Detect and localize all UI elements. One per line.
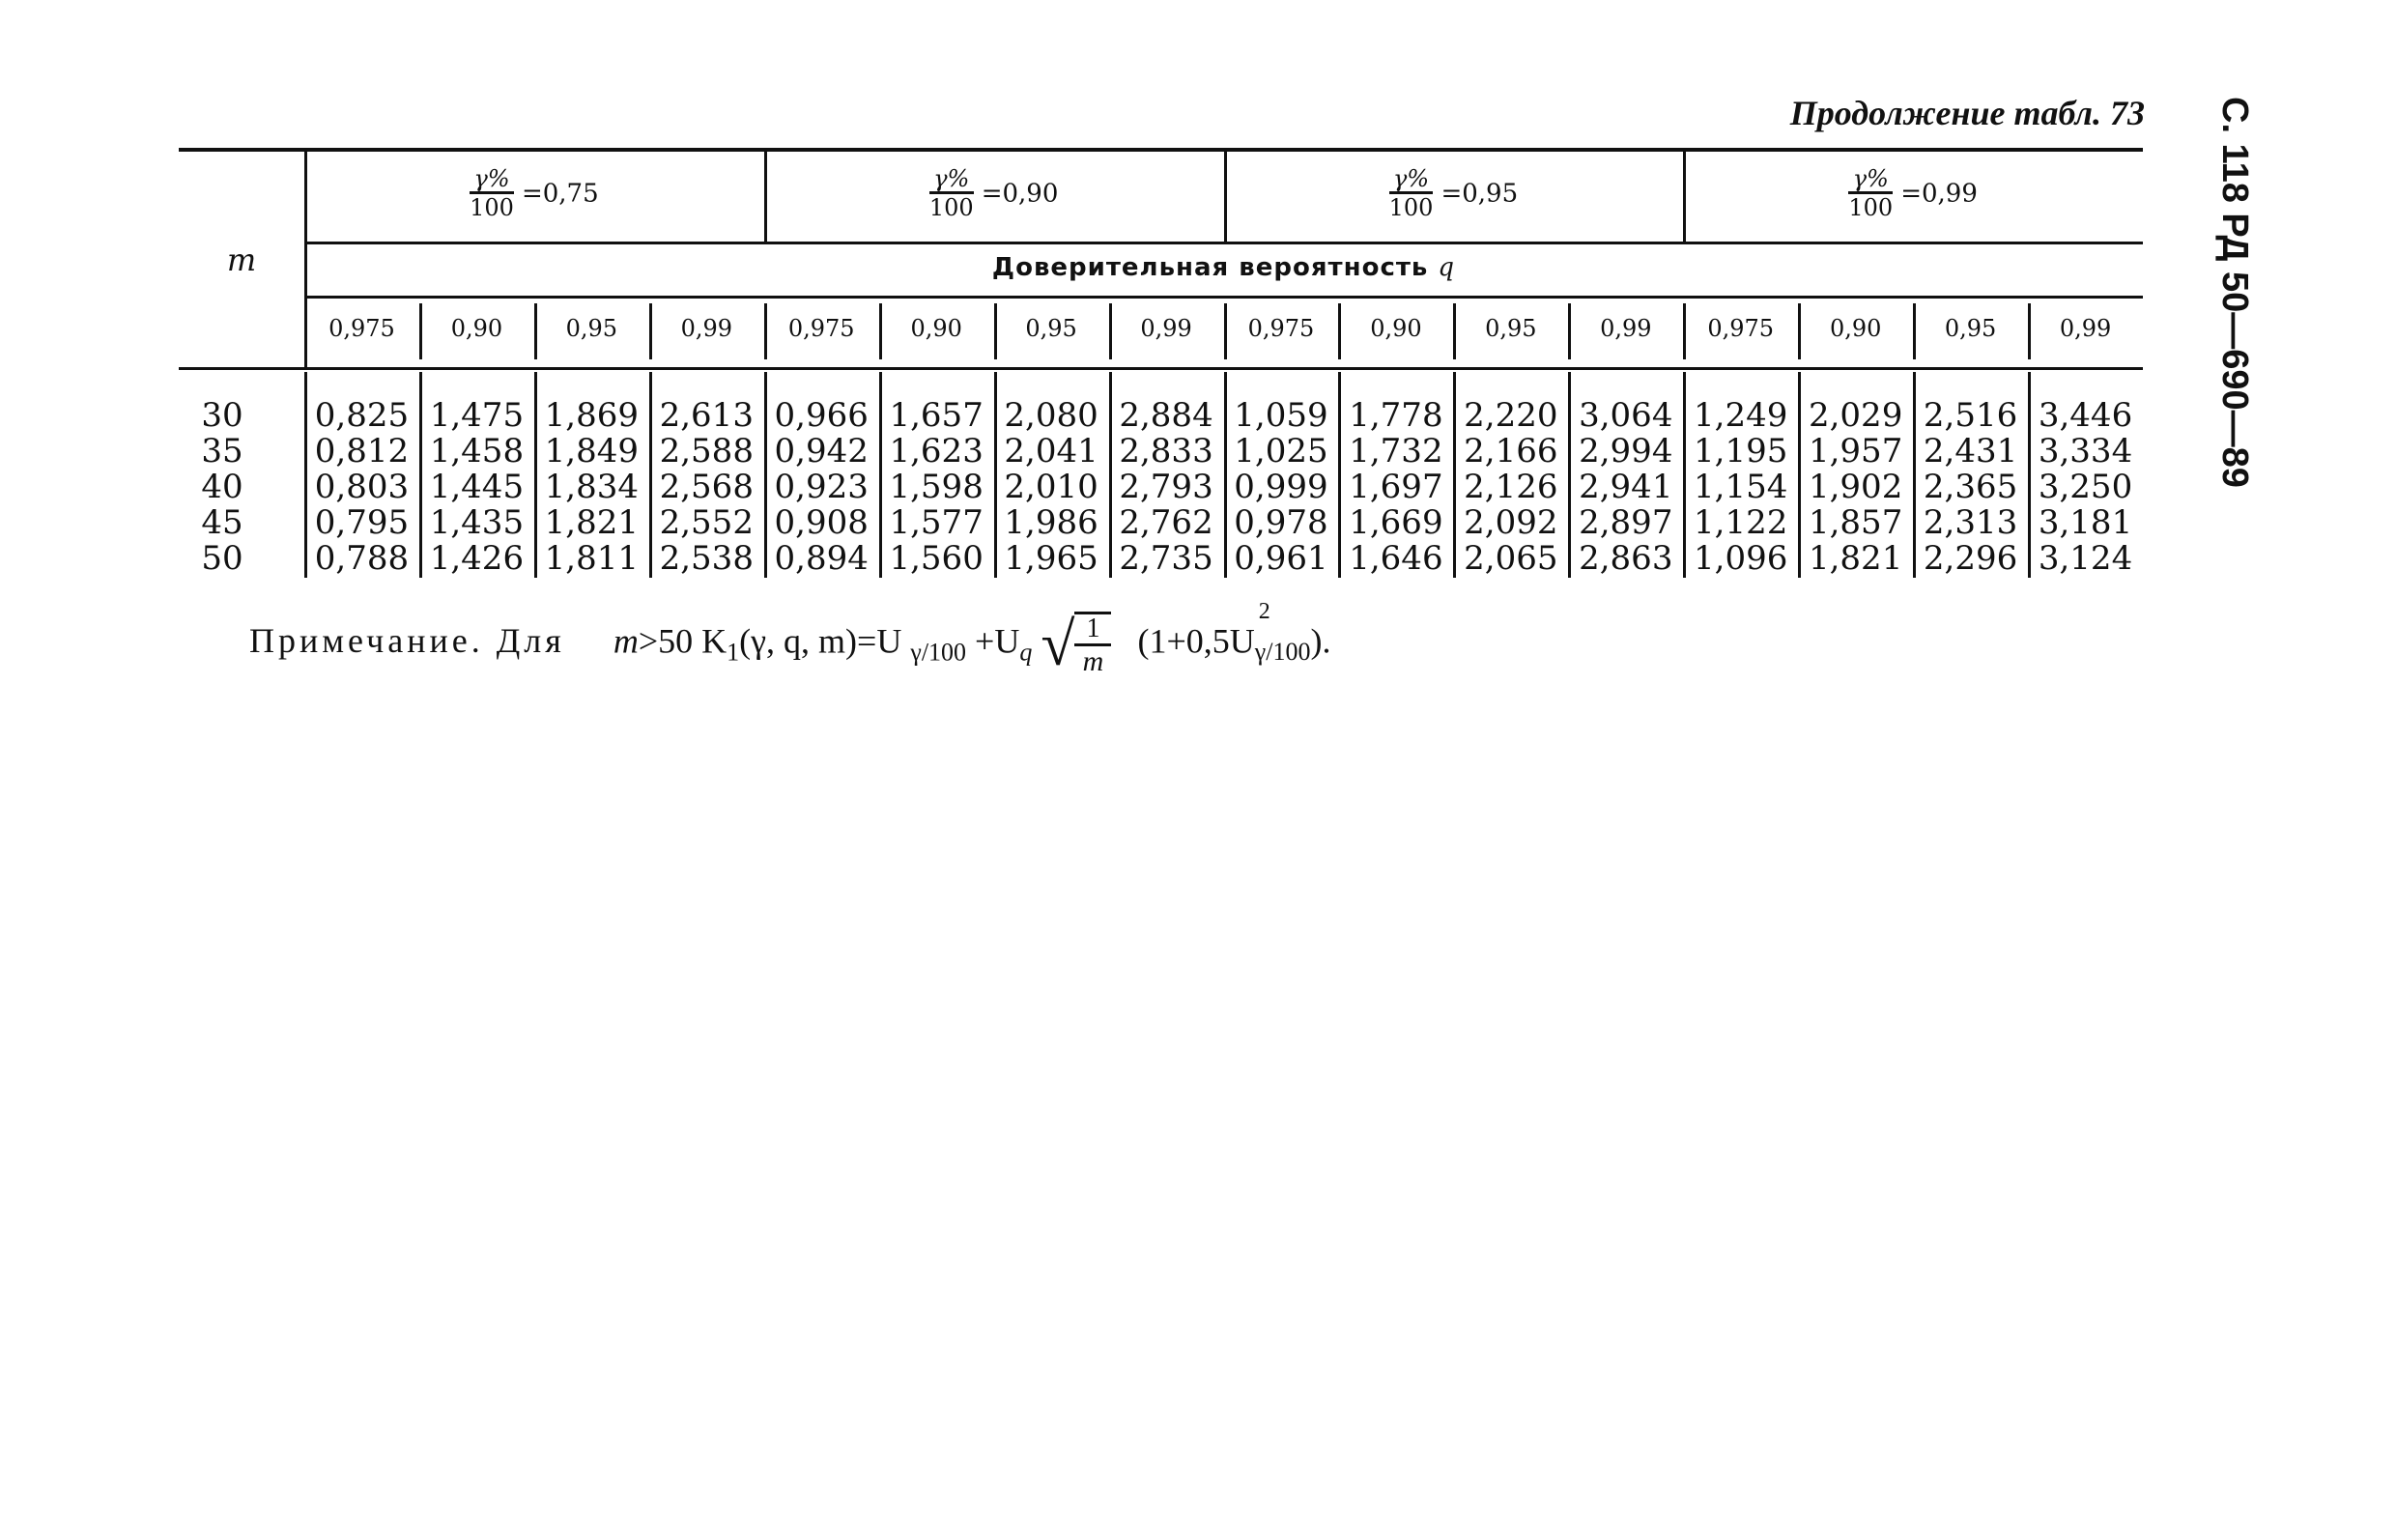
- table-cell: 2,080: [1004, 396, 1098, 435]
- q-column-header: 0,90: [1370, 315, 1422, 342]
- table-cell: 2,735: [1119, 539, 1213, 578]
- table-cell: 0,978: [1234, 503, 1328, 542]
- note-sup: 2: [1258, 599, 1270, 625]
- table-cell: 2,166: [1464, 432, 1558, 471]
- table-cell: 3,124: [2038, 539, 2133, 578]
- table-cell: 0,894: [774, 539, 869, 578]
- table-note: [249, 599, 1331, 680]
- q-header: [304, 253, 2143, 282]
- table-cell: 1,458: [429, 432, 525, 471]
- m-column-header: m: [226, 242, 257, 278]
- table-cell: 2,588: [659, 432, 754, 471]
- page-number-label: С. 118 РД 50—690—89: [2214, 97, 2255, 488]
- table-cell: 3,181: [2038, 503, 2133, 542]
- table-cell: 0,942: [774, 432, 869, 471]
- table-cell: 2,365: [1923, 468, 2018, 506]
- table-cell: 0,999: [1234, 468, 1328, 506]
- note-k: K: [701, 621, 727, 661]
- q-column-header: 0,95: [1485, 315, 1537, 342]
- table-cell: 0,825: [314, 396, 410, 435]
- table-cell: 1,986: [1004, 503, 1098, 542]
- row-m-value: 35: [201, 432, 243, 471]
- gamma-fraction: [929, 166, 974, 221]
- note-lead: Примечание. Для: [249, 621, 565, 661]
- table-cell: 2,065: [1464, 539, 1558, 578]
- q-symbol: q: [1438, 253, 1456, 282]
- table-cell: 2,994: [1579, 432, 1673, 471]
- table-cell: 2,296: [1923, 539, 2018, 578]
- gamma-value: =0,90: [981, 179, 1059, 209]
- table-cell: 1,821: [544, 503, 640, 542]
- table-cell: 2,613: [659, 396, 754, 435]
- table-cell: 1,249: [1694, 396, 1788, 435]
- table-cell: 1,811: [544, 539, 640, 578]
- table-cell: 1,869: [544, 396, 640, 435]
- table-cell: 1,435: [429, 503, 525, 542]
- table-cell: 1,195: [1694, 432, 1788, 471]
- q-column-header: 0,95: [1025, 315, 1077, 342]
- table-cell: 3,334: [2038, 432, 2133, 471]
- note-k-args: (γ, q, m): [739, 621, 858, 661]
- q-header-rule: [304, 296, 2143, 299]
- table-cell: 1,598: [889, 468, 984, 506]
- q-column-header: 0,99: [2059, 315, 2112, 342]
- q-column-header: 0,975: [787, 315, 855, 342]
- gamma-denominator: 100: [928, 194, 974, 221]
- gamma-group-header: [764, 166, 1224, 221]
- gamma-numerator: γ%: [1389, 166, 1434, 194]
- note-plus-u: +U: [975, 621, 1020, 661]
- table-cell: 0,795: [314, 503, 410, 542]
- table-cell: 2,220: [1464, 396, 1558, 435]
- table-cell: 0,923: [774, 468, 869, 506]
- note-paren-close: ).: [1310, 621, 1331, 661]
- table-cell: 2,941: [1579, 468, 1673, 506]
- table-cell: 1,646: [1349, 539, 1443, 578]
- gamma-value: =0,75: [521, 179, 599, 209]
- q-column-header: 0,90: [910, 315, 962, 342]
- table-cell: 2,552: [659, 503, 754, 542]
- note-u-sub-3: γ/100: [1254, 638, 1311, 667]
- note-frac-den: m: [1082, 645, 1104, 677]
- table-cell: 2,762: [1119, 503, 1213, 542]
- note-frac-num: 1: [1074, 614, 1111, 646]
- gamma-value: =0,95: [1440, 179, 1519, 209]
- table-cell: 3,064: [1579, 396, 1673, 435]
- note-k-sub: 1: [727, 638, 740, 667]
- table-cell: 1,778: [1349, 396, 1443, 435]
- table-cell: 2,313: [1923, 503, 2018, 542]
- table-top-rule: [179, 148, 2143, 152]
- q-header-text: Доверительная вероятность: [991, 253, 1439, 282]
- table-cell: 1,560: [889, 539, 984, 578]
- table-cell: 3,250: [2038, 468, 2133, 506]
- gamma-numerator: γ%: [470, 166, 514, 194]
- note-fraction: [1074, 612, 1111, 677]
- q-column-header: 0,99: [1600, 315, 1652, 342]
- table-cell: 1,857: [1808, 503, 1903, 542]
- table-cell: 1,122: [1694, 503, 1788, 542]
- q-column-header: 0,90: [1829, 315, 1882, 342]
- table-cell: 2,041: [1004, 432, 1098, 471]
- group-header-rule: [304, 242, 2143, 244]
- table-cell: 1,965: [1004, 539, 1098, 578]
- table-cell: 2,863: [1579, 539, 1673, 578]
- table-cell: 1,025: [1234, 432, 1328, 471]
- row-m-value: 50: [201, 539, 243, 578]
- table-cell: 2,538: [659, 539, 754, 578]
- gamma-numerator: γ%: [1848, 166, 1893, 194]
- table-cell: 0,803: [314, 468, 410, 506]
- table-cell: 1,096: [1694, 539, 1788, 578]
- table-cell: 2,010: [1004, 468, 1098, 506]
- table-cell: 1,657: [889, 396, 984, 435]
- table-cell: 2,516: [1923, 396, 2018, 435]
- table-cell: 2,884: [1119, 396, 1213, 435]
- q-column-header: 0,99: [1140, 315, 1192, 342]
- table-cell: 0,966: [774, 396, 869, 435]
- q-column-header: 0,975: [1247, 315, 1315, 342]
- table-cell: 2,126: [1464, 468, 1558, 506]
- table-cell: 1,957: [1808, 432, 1903, 471]
- table-cell: 0,908: [774, 503, 869, 542]
- table-cell: 2,568: [659, 468, 754, 506]
- gamma-denominator: 100: [470, 194, 514, 221]
- note-u-sub-3-wrap: [1254, 599, 1311, 667]
- gamma-denominator: 100: [1388, 194, 1434, 221]
- q-column-header: 0,95: [1944, 315, 1997, 342]
- q-column-header: 0,975: [1707, 315, 1775, 342]
- table-cell: 0,812: [314, 432, 410, 471]
- table-cell: 1,577: [889, 503, 984, 542]
- table-cell: 0,788: [314, 539, 410, 578]
- note-condition: >50: [638, 621, 694, 661]
- row-m-value: 30: [201, 396, 243, 435]
- table-cell: 1,059: [1234, 396, 1328, 435]
- gamma-group-header: [1683, 166, 2143, 221]
- table-cell: 1,426: [429, 539, 525, 578]
- table-cell: 1,623: [889, 432, 984, 471]
- table-cell: 1,849: [544, 432, 640, 471]
- header-bottom-rule: [179, 367, 2143, 370]
- q-column-header: 0,95: [565, 315, 618, 342]
- gamma-fraction: [470, 166, 514, 221]
- note-u-sub-2: q: [1019, 638, 1033, 667]
- table-cell: 1,697: [1349, 468, 1443, 506]
- gamma-denominator: 100: [1848, 194, 1894, 221]
- gamma-fraction: [1389, 166, 1434, 221]
- q-column-header: 0,99: [680, 315, 732, 342]
- table-cell: 2,897: [1579, 503, 1673, 542]
- table-cell: 1,902: [1808, 468, 1903, 506]
- table-cell: 1,732: [1349, 432, 1443, 471]
- table-cell: 2,833: [1119, 432, 1213, 471]
- table-cell: 3,446: [2038, 396, 2133, 435]
- table-cell: 2,029: [1808, 396, 1903, 435]
- table-cell: 1,154: [1694, 468, 1788, 506]
- gamma-group-header: [304, 166, 764, 221]
- table-cell: 1,669: [1349, 503, 1443, 542]
- row-m-value: 40: [201, 468, 243, 506]
- table-cell: 1,821: [1808, 539, 1903, 578]
- sqrt-symbol: √: [1041, 610, 1075, 678]
- gamma-numerator: γ%: [929, 166, 974, 194]
- table-cell: 1,445: [429, 468, 525, 506]
- gamma-fraction: [1848, 166, 1893, 221]
- q-column-header: 0,975: [328, 315, 395, 342]
- note-paren-open: (1+0,5U: [1137, 621, 1255, 661]
- gamma-value: =0,99: [1900, 179, 1978, 209]
- table-cell: 2,092: [1464, 503, 1558, 542]
- note-m: m: [613, 621, 639, 661]
- note-eq: =U: [857, 621, 902, 661]
- row-m-value: 45: [201, 503, 243, 542]
- gamma-group-header: [1224, 166, 1684, 221]
- q-column-header: 0,90: [450, 315, 503, 342]
- table-cell: 1,475: [429, 396, 525, 435]
- table-cell: 0,961: [1234, 539, 1328, 578]
- table-continuation-title: Продолжение табл. 73: [1789, 94, 2145, 132]
- table-cell: 2,431: [1923, 432, 2018, 471]
- note-u-sub-1: γ/100: [910, 638, 967, 667]
- table-cell: 1,834: [544, 468, 640, 506]
- table-cell: 2,793: [1119, 468, 1213, 506]
